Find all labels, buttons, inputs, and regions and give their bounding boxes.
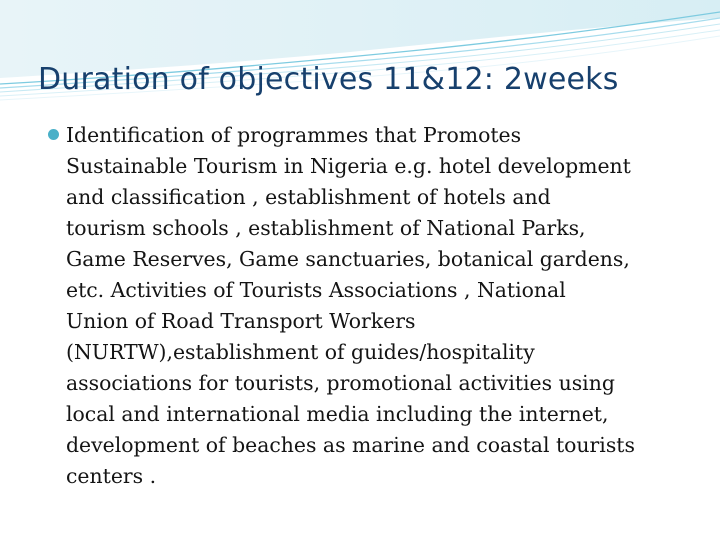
bullet-list	[48, 120, 698, 492]
bullet-text: Identification of programmes that Promotes Sustainable Tourism in Nigeria e.g. hotel development and classification , establishment of hotels and tourism schools , establishment of National Parks, Game Reserves, Game sanctuaries, botanical gardens, etc. Activities of Tourists Associations , National Union of Road Transport Workers (NURTW),establishment of guides/hospitality associations for tourists, promotional activities using local and international media including the internet, development of beaches as marine and coastal tourists centers .	[66, 123, 635, 488]
bullet-item	[48, 120, 698, 492]
slide-title: Duration of objectives 11&12: 2weeks	[38, 62, 619, 97]
bullet-icon	[48, 129, 59, 140]
